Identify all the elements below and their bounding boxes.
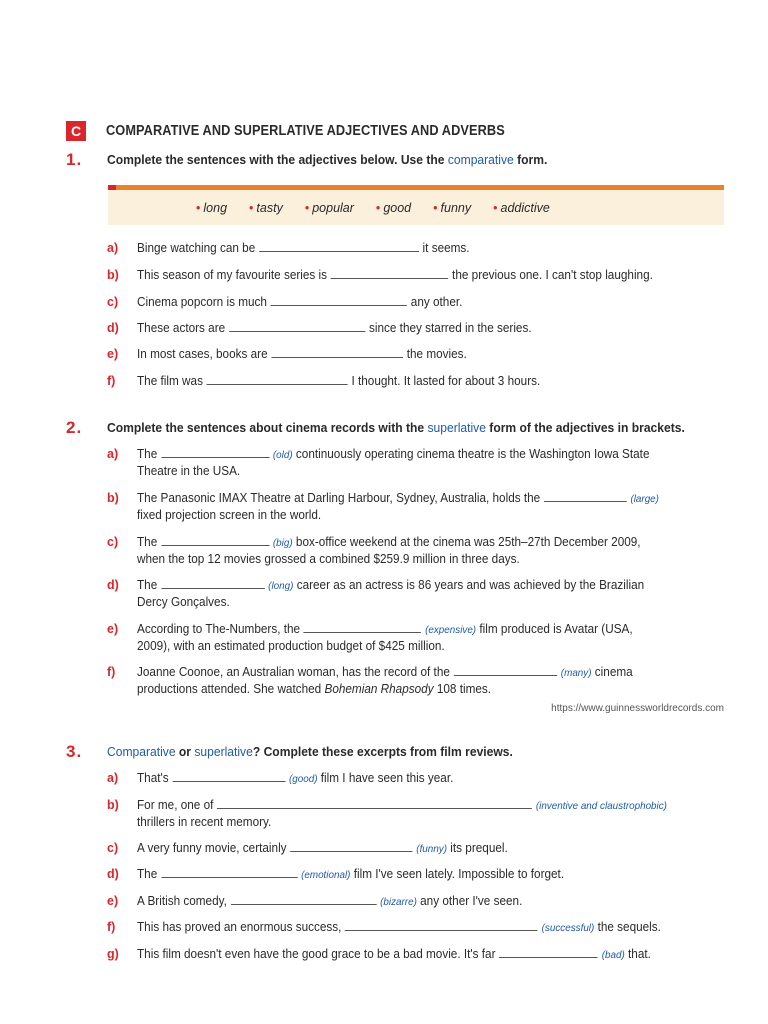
answer-blank[interactable] [271,346,403,358]
item-letter: a) [107,447,119,461]
item-text: any other. [410,295,463,309]
answer-blank[interactable] [229,320,365,332]
item-text: any other I've seen. [420,894,523,908]
bullet-icon: • [196,201,201,215]
item-text: This season of my favourite series is [137,268,328,282]
item-letter: c) [107,295,119,309]
answer-blank[interactable] [544,490,627,502]
item-continuation: fixed projection screen in the world. [137,508,322,522]
hint-text: (big) [272,537,293,549]
exercise-3-item-b [137,797,667,815]
item-text: According to The-Numbers, the [137,622,301,636]
item-letter: b) [107,798,119,812]
item-letter: d) [107,578,119,592]
word-item [305,201,354,215]
bullet-icon: • [249,201,254,215]
item-continuation: Dercy Gonçalves. [137,595,230,609]
exercise-2-item-a [137,446,649,464]
item-text: continuously operating cinema theatre is the Washington Iowa State [295,447,650,461]
exercise-1-instruction [107,152,547,167]
instruction-keyword: comparative [447,152,514,167]
answer-blank[interactable] [231,893,377,905]
hint-text: (old) [272,449,293,461]
hint-text: (long) [268,580,294,592]
exercise-3-instruction [107,744,513,759]
instruction-text: Complete the sentences with the adjectives below. Use the [107,152,448,167]
exercise-2-item-b [137,490,659,508]
word-item [376,201,411,215]
exercise-1-item-a [137,240,470,257]
item-continuation [137,681,491,698]
item-text: the movies. [406,347,467,361]
answer-blank[interactable] [161,866,297,878]
instruction-text: form. [513,152,548,167]
item-text: productions attended. She watched [137,682,325,696]
hint-text: (many) [560,667,592,679]
exercise-3-item-a [137,770,453,788]
exercise-2-instruction [107,420,685,435]
word-text: long [203,201,228,215]
word-item [433,201,471,215]
item-text: The [137,535,158,549]
item-text: A very funny movie, certainly [137,841,287,855]
bullet-icon: • [433,201,438,215]
answer-blank[interactable] [304,621,422,633]
exercise-1-item-b [137,267,653,284]
item-text: For me, one of [137,798,214,812]
exercise-1-item-c [137,294,462,311]
exercise-3-item-f [137,919,661,937]
item-text: Binge watching can be [137,241,256,255]
film-title: Bohemian Rhapsody [324,682,434,696]
item-text: film I've seen lately. Impossible to forget. [353,867,565,881]
item-continuation: 2009), with an estimated production budget of $425 million. [137,639,445,653]
answer-blank[interactable] [172,770,285,782]
exercise-3-item-e [137,893,522,911]
instruction-keyword: superlative [427,420,486,435]
item-text: since they starred in the series. [368,321,532,335]
instruction-text: Complete the sentences about cinema records with the [107,420,428,435]
item-text: film produced is Avatar (USA, [479,622,633,636]
answer-blank[interactable] [331,267,449,279]
exercise-1-item-f [137,373,540,390]
item-text: its prequel. [450,841,508,855]
item-letter: f) [107,920,116,934]
exercise-2-number: 2. [66,418,83,437]
answer-blank[interactable] [499,946,598,958]
answer-blank[interactable] [271,294,407,306]
item-letter: e) [107,622,119,636]
word-text: addictive [500,201,550,215]
section-letter-badge: C [66,121,86,141]
section-header [66,121,559,141]
exercise-1-item-e [137,346,467,363]
hint-text: (successful) [541,922,595,934]
exercise-2-item-d [137,577,644,595]
hint-text: (good) [288,773,318,785]
hint-text: (emotional) [301,869,351,881]
item-continuation: when the top 12 movies grossed a combined $259.9 million in three days. [137,552,520,566]
answer-blank[interactable] [161,577,264,589]
item-text: box-office weekend at the cinema was 25th–27th December 2009, [295,535,641,549]
word-list [196,201,572,215]
exercise-2-item-c [137,534,641,552]
bullet-icon: • [493,201,498,215]
item-text: cinema [594,665,633,679]
word-box-top-bar [108,185,724,190]
item-text: film I have seen this year. [320,771,454,785]
bullet-icon: • [304,201,310,215]
item-text: the previous one. I can't stop laughing. [452,268,653,282]
source-link[interactable]: https://www.guinnessworldrecords.com [551,703,724,714]
item-letter: b) [107,491,119,505]
hint-text: (inventive and claustrophobic) [535,800,667,812]
item-letter: d) [107,867,119,881]
item-text: it seems. [422,241,470,255]
item-letter: f) [107,665,116,679]
hint-text: (bizarre) [380,896,417,908]
item-text: the sequels. [597,920,661,934]
item-text: A British comedy, [137,894,227,908]
word-text: good [383,201,412,215]
item-text: 108 times. [433,682,492,696]
exercise-1-item-d [137,320,532,337]
word-item [493,201,550,215]
item-text: That's [137,771,169,785]
word-text: funny [440,201,472,215]
item-text: The [137,447,158,461]
item-letter: e) [107,894,119,908]
answer-blank[interactable] [290,840,412,852]
word-text: tasty [256,201,283,215]
answer-blank[interactable] [161,534,269,546]
section-title: COMPARATIVE AND SUPERLATIVE ADJECTIVES AND ADVERBS [106,123,505,139]
item-letter: a) [107,771,119,785]
item-letter: c) [107,535,119,549]
item-text: In most cases, books are [137,347,268,361]
hint-text: (expensive) [425,624,477,636]
exercise-2-item-e [137,621,633,639]
answer-blank[interactable] [454,664,557,676]
item-text: This film doesn't even have the good grace to be a bad movie. It's far [137,947,496,961]
hint-text: (bad) [601,949,625,961]
exercise-2-item-f [137,664,633,682]
answer-blank[interactable] [345,919,538,931]
item-letter: f) [107,374,116,388]
instruction-keyword: Comparative [107,744,176,759]
instruction-text: form of the adjectives in brackets. [485,420,685,435]
item-continuation: Theatre in the USA. [137,464,241,478]
item-text: career as an actress is 86 years and was achieved by the Brazilian [296,578,645,592]
item-letter: a) [107,241,119,255]
answer-blank[interactable] [207,373,348,385]
hint-text: (funny) [416,843,448,855]
answer-blank[interactable] [217,797,532,809]
item-text: Cinema popcorn is much [137,295,267,309]
instruction-text: ? Complete these excerpts from film reviews. [252,744,513,759]
exercise-3-item-d [137,866,564,884]
item-letter: d) [107,321,119,335]
item-text: This has proved an enormous success, [137,920,342,934]
item-text: The [137,867,158,881]
item-letter: g) [107,947,119,961]
item-text: The film was [137,374,203,388]
instruction-text: or [175,744,195,759]
item-continuation: thrillers in recent memory. [137,815,272,829]
bullet-icon: • [375,201,381,215]
exercise-3-item-g [137,946,651,964]
word-item [196,201,227,215]
answer-blank[interactable] [259,240,419,252]
word-text: popular [312,201,354,215]
exercise-1-number: 1. [66,150,83,169]
item-letter: b) [107,268,119,282]
item-letter: e) [107,347,119,361]
item-text: The Panasonic IMAX Theatre at Darling Harbour, Sydney, Australia, holds the [137,491,541,505]
word-box-accent [108,185,116,190]
instruction-keyword: superlative [194,744,253,759]
answer-blank[interactable] [161,446,269,458]
hint-text: (large) [630,493,659,505]
word-item [249,201,283,215]
item-text: that. [628,947,651,961]
exercise-3-item-c [137,840,508,858]
item-text: The [137,578,158,592]
page-mark [40,960,44,964]
item-letter: c) [107,841,119,855]
exercise-3-number: 3. [66,742,83,761]
item-text: These actors are [137,321,226,335]
item-text: Joanne Coonoe, an Australian woman, has the record of the [137,665,450,679]
item-text: I thought. It lasted for about 3 hours. [351,374,541,388]
